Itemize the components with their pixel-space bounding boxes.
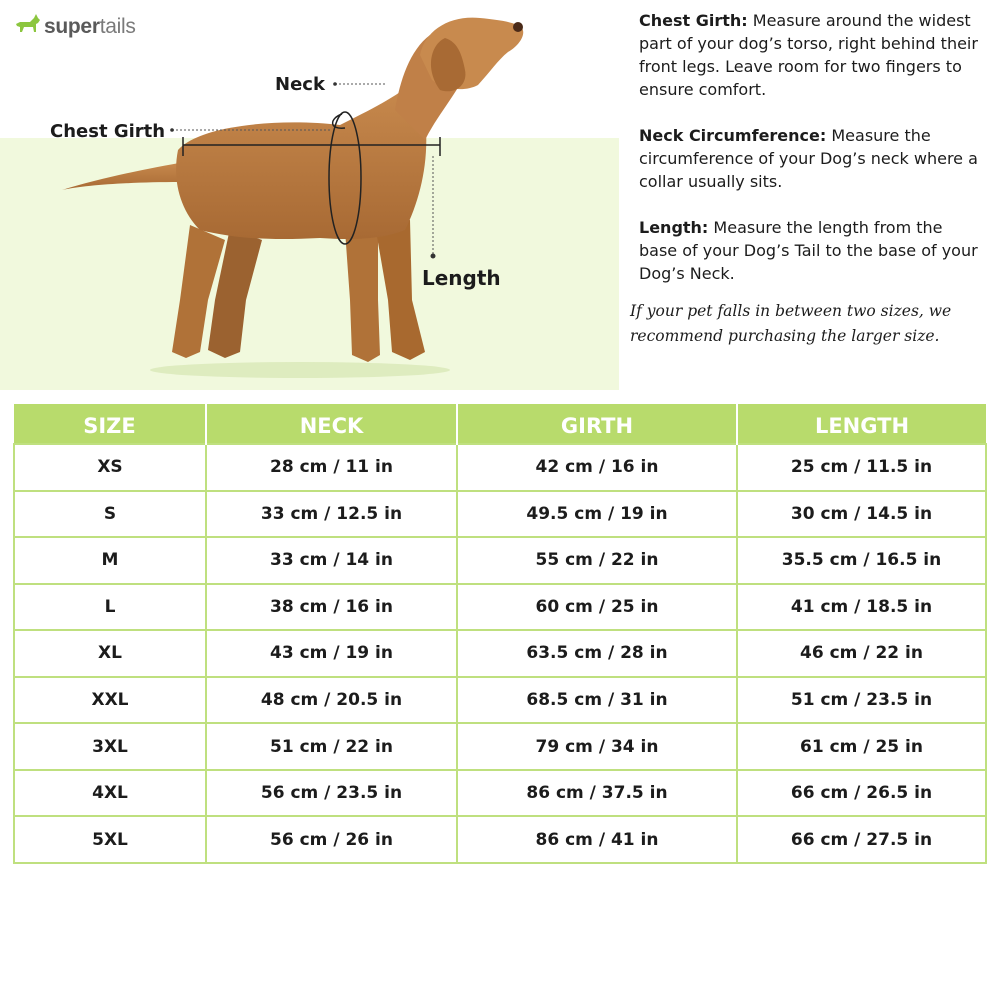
neck-cell: 51 cm / 22 in bbox=[206, 723, 457, 770]
size-cell: M bbox=[14, 537, 206, 584]
length-cell: 25 cm / 11.5 in bbox=[737, 444, 986, 491]
table-row bbox=[14, 816, 986, 863]
dog-measurement-diagram bbox=[0, 0, 619, 392]
table-row bbox=[14, 723, 986, 770]
girth-cell: 68.5 cm / 31 in bbox=[457, 677, 737, 724]
girth-cell: 42 cm / 16 in bbox=[457, 444, 737, 491]
size-cell: 5XL bbox=[14, 816, 206, 863]
neck-pointer-dot bbox=[333, 82, 337, 86]
size-cell: S bbox=[14, 491, 206, 538]
header-size: SIZE bbox=[14, 404, 206, 444]
size-cell: XS bbox=[14, 444, 206, 491]
dog-shadow bbox=[150, 362, 450, 378]
table-row bbox=[14, 770, 986, 817]
brand-name: supertails bbox=[44, 15, 136, 38]
size-cell: XXL bbox=[14, 677, 206, 724]
neck-callout-label: Neck bbox=[275, 74, 325, 95]
length-cell: 46 cm / 22 in bbox=[737, 630, 986, 677]
sizing-note: If your pet falls in between two sizes, we recommend purchasing the larger size. bbox=[630, 302, 952, 345]
size-chart-table bbox=[13, 404, 987, 864]
neck-instruction: Neck Circumference: Measure the circumference of your Dog’s neck where a collar usually sits. bbox=[639, 126, 978, 191]
length-cell: 41 cm / 18.5 in bbox=[737, 584, 986, 631]
length-cell: 66 cm / 26.5 in bbox=[737, 770, 986, 817]
girth-cell: 60 cm / 25 in bbox=[457, 584, 737, 631]
length-cell: 30 cm / 14.5 in bbox=[737, 491, 986, 538]
neck-cell: 28 cm / 11 in bbox=[206, 444, 457, 491]
length-cell: 35.5 cm / 16.5 in bbox=[737, 537, 986, 584]
table-row bbox=[14, 677, 986, 724]
table-row bbox=[14, 630, 986, 677]
chest-pointer-dot bbox=[170, 128, 174, 132]
header-length: LENGTH bbox=[737, 404, 986, 444]
table-row bbox=[14, 537, 986, 584]
table-row bbox=[14, 584, 986, 631]
header-girth: GIRTH bbox=[457, 404, 737, 444]
size-chart-body bbox=[14, 444, 986, 863]
neck-cell: 38 cm / 16 in bbox=[206, 584, 457, 631]
girth-cell: 63.5 cm / 28 in bbox=[457, 630, 737, 677]
girth-cell: 49.5 cm / 19 in bbox=[457, 491, 737, 538]
size-cell: L bbox=[14, 584, 206, 631]
girth-cell: 55 cm / 22 in bbox=[457, 537, 737, 584]
header-neck: NECK bbox=[206, 404, 457, 444]
dog-nose bbox=[513, 22, 523, 32]
length-instruction: Length: Measure the length from the base of your Dog’s Tail to the base of your Dog’s Neck. bbox=[639, 218, 978, 283]
size-chart-header-row bbox=[14, 404, 986, 444]
size-cell: XL bbox=[14, 630, 206, 677]
neck-cell: 33 cm / 14 in bbox=[206, 537, 457, 584]
chest-girth-instruction: Chest Girth: Measure around the widest part of your dog’s torso, right behind their front legs. Leave room for two fingers to ensure comfort. bbox=[639, 11, 978, 99]
length-cell: 51 cm / 23.5 in bbox=[737, 677, 986, 724]
size-cell: 3XL bbox=[14, 723, 206, 770]
neck-cell: 43 cm / 19 in bbox=[206, 630, 457, 677]
length-cell: 61 cm / 25 in bbox=[737, 723, 986, 770]
dog-body bbox=[176, 80, 426, 239]
length-callout-label: Length bbox=[422, 266, 501, 290]
table-row bbox=[14, 444, 986, 491]
neck-cell: 48 cm / 20.5 in bbox=[206, 677, 457, 724]
measurement-instructions bbox=[639, 9, 984, 308]
chest-girth-callout-label: Chest Girth bbox=[50, 121, 166, 142]
neck-cell: 33 cm / 12.5 in bbox=[206, 491, 457, 538]
neck-cell: 56 cm / 23.5 in bbox=[206, 770, 457, 817]
girth-cell: 86 cm / 37.5 in bbox=[457, 770, 737, 817]
dog-front-leg-2 bbox=[375, 220, 425, 360]
length-pointer-dot bbox=[431, 254, 436, 259]
size-cell: 4XL bbox=[14, 770, 206, 817]
dog-tail bbox=[62, 162, 185, 190]
neck-cell: 56 cm / 26 in bbox=[206, 816, 457, 863]
girth-cell: 86 cm / 41 in bbox=[457, 816, 737, 863]
dog-front-leg-1 bbox=[345, 230, 380, 362]
length-cell: 66 cm / 27.5 in bbox=[737, 816, 986, 863]
table-row bbox=[14, 491, 986, 538]
girth-cell: 79 cm / 34 in bbox=[457, 723, 737, 770]
